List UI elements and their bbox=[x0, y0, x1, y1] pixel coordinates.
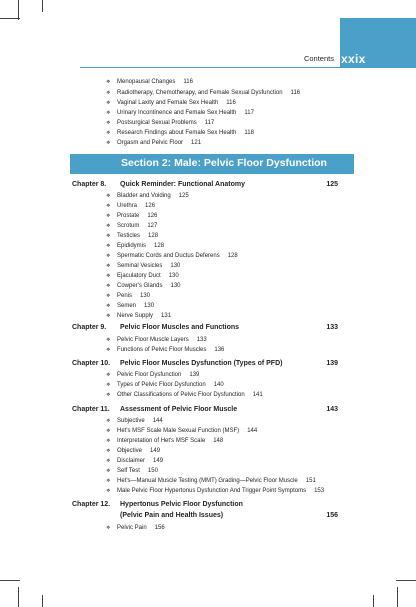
bullet-icon: ❖ bbox=[106, 428, 111, 434]
crop-mark bbox=[0, 18, 20, 19]
bullet-icon: ❖ bbox=[106, 130, 111, 136]
chapter-title: Quick Reminder: Functional Anatomy bbox=[120, 181, 245, 188]
running-header: Contents bbox=[303, 54, 334, 63]
bullet-icon: ❖ bbox=[106, 233, 111, 239]
toc-subentry: ❖ Ejaculatory Duct 130 bbox=[106, 273, 179, 279]
bullet-icon: ❖ bbox=[106, 100, 111, 106]
chapter-page: 133 bbox=[326, 324, 338, 331]
chapter-page: 156 bbox=[326, 512, 338, 519]
toc-subentry: ❖ Urethra 126 bbox=[106, 203, 156, 209]
bullet-icon: ❖ bbox=[106, 203, 111, 209]
bullet-icon: ❖ bbox=[106, 193, 111, 199]
toc-subentry: ❖ Pelvic Pain 156 bbox=[106, 525, 165, 531]
toc-subentry: ❖ Types of Pelvic Floor Dysfunction 140 bbox=[106, 382, 224, 388]
chapter-page: 139 bbox=[326, 360, 338, 367]
toc-subentry: ❖ Het's MSF Scale Male Sexual Function (MSF) 144 bbox=[106, 428, 258, 434]
crop-mark bbox=[397, 587, 398, 607]
bullet-icon: ❖ bbox=[106, 283, 111, 289]
toc-subentry: ❖ Het's—Manual Muscle Testing (MMT) Grading—Pelvic Floor Muscle 151 bbox=[106, 478, 316, 484]
toc-subentry: ❖ Postsurgical Sexual Problems 117 bbox=[106, 120, 215, 126]
chapter-title: Hypertonus Pelvic Floor Dysfunction bbox=[120, 501, 243, 508]
chapter-label: Chapter 11. bbox=[72, 406, 110, 413]
toc-subentry: ❖ Menopausal Changes 116 bbox=[106, 79, 193, 85]
toc-subentry: ❖ Research Findings about Female Sex Health 118 bbox=[106, 130, 254, 136]
toc-subentry: ❖ Epididymis 128 bbox=[106, 243, 165, 249]
toc-subentry: ❖ Subjective 144 bbox=[106, 418, 163, 424]
toc-subentry: ❖ Interpretation of Het's MSF Scale 148 bbox=[106, 438, 224, 444]
crop-mark bbox=[396, 580, 416, 581]
chapter-label: Chapter 9. bbox=[72, 324, 107, 331]
toc-subentry: ❖ Scrotum 127 bbox=[106, 223, 158, 229]
toc-subentry: ❖ Urinary Incontinence and Female Sex Health 117 bbox=[106, 110, 254, 116]
toc-subentry: ❖ Penis 130 bbox=[106, 293, 151, 299]
chapter-label: Chapter 12. bbox=[72, 501, 111, 508]
crop-mark bbox=[0, 580, 20, 581]
chapter-page: 143 bbox=[326, 406, 338, 413]
bullet-icon: ❖ bbox=[106, 347, 111, 353]
bullet-icon: ❖ bbox=[106, 458, 111, 464]
chapter-title-line2: (Pelvic Pain and Health Issues) bbox=[120, 512, 224, 519]
toc-subentry: ❖ Male Pelvic Floor Hypertonus Dysfunction And Trigger Point Symptoms 153 bbox=[106, 488, 325, 494]
toc-subentry: ❖ Vaginal Laxity and Female Sex Health 116 bbox=[106, 100, 236, 106]
bullet-icon: ❖ bbox=[106, 90, 111, 96]
crop-mark bbox=[18, 587, 19, 607]
bullet-icon: ❖ bbox=[106, 223, 111, 229]
toc-subentry: ❖ Cowper's Glands 130 bbox=[106, 283, 181, 289]
toc-subentry: ❖ Bladder and Voiding 125 bbox=[106, 193, 189, 199]
bullet-icon: ❖ bbox=[106, 448, 111, 454]
page-number: xxix bbox=[341, 52, 366, 66]
chapter-label: Chapter 10. bbox=[72, 360, 111, 367]
bullet-icon: ❖ bbox=[106, 488, 111, 494]
toc-subentry: ❖ Orgasm and Pelvic Floor 121 bbox=[106, 140, 202, 146]
bullet-icon: ❖ bbox=[106, 140, 111, 146]
bullet-icon: ❖ bbox=[106, 263, 111, 269]
chapter-label: Chapter 8. bbox=[72, 181, 107, 188]
bullet-icon: ❖ bbox=[106, 293, 111, 299]
bullet-icon: ❖ bbox=[106, 213, 111, 219]
bullet-icon: ❖ bbox=[106, 525, 111, 531]
bullet-icon: ❖ bbox=[106, 372, 111, 378]
chapter-title: Pelvic Floor Muscles Dysfunction (Types of PFD) bbox=[120, 360, 283, 367]
toc-subentry: ❖ Other Classifications of Pelvic Floor Dysfunction 141 bbox=[106, 392, 263, 398]
bullet-icon: ❖ bbox=[106, 337, 111, 343]
toc-subentry: ❖ Pelvic Floor Muscle Layers 133 bbox=[106, 337, 207, 343]
bullet-icon: ❖ bbox=[106, 468, 111, 474]
crop-mark bbox=[18, 0, 19, 20]
toc-subentry: ❖ Objective 149 bbox=[106, 448, 161, 454]
bullet-icon: ❖ bbox=[106, 253, 111, 259]
toc-subentry: ❖ Radiotherapy, Chemotherapy, and Female Sexual Dysfunction 116 bbox=[106, 90, 301, 96]
toc-subentry: ❖ Semen 130 bbox=[106, 303, 155, 309]
bullet-icon: ❖ bbox=[106, 303, 111, 309]
bullet-icon: ❖ bbox=[106, 392, 111, 398]
toc-subentry: ❖ Nerve Supply 131 bbox=[106, 313, 172, 319]
toc-subentry: ❖ Pelvic Floor Dysfunction 139 bbox=[106, 372, 200, 378]
bullet-icon: ❖ bbox=[106, 313, 111, 319]
bullet-icon: ❖ bbox=[106, 120, 111, 126]
toc-subentry: ❖ Testicles 128 bbox=[106, 233, 159, 239]
bullet-icon: ❖ bbox=[106, 79, 111, 85]
toc-subentry: ❖ Spermatic Cords and Ductus Deferens 128 bbox=[106, 253, 238, 259]
toc-subentry: ❖ Disclaimer 149 bbox=[106, 458, 164, 464]
toc-subentry: ❖ Functions of Pelvic Floor Muscles 136 bbox=[106, 347, 225, 353]
chapter-title: Pelvic Floor Muscles and Functions bbox=[120, 324, 240, 331]
bullet-icon: ❖ bbox=[106, 418, 111, 424]
bullet-icon: ❖ bbox=[106, 478, 111, 484]
chapter-page: 125 bbox=[326, 181, 338, 188]
bullet-icon: ❖ bbox=[106, 382, 111, 388]
crop-mark bbox=[42, 0, 43, 12]
toc-subentry: ❖ Prostate 126 bbox=[106, 213, 158, 219]
bullet-icon: ❖ bbox=[106, 110, 111, 116]
crop-mark bbox=[42, 595, 43, 607]
bullet-icon: ❖ bbox=[106, 273, 111, 279]
toc-subentry: ❖ Self Test 150 bbox=[106, 468, 158, 474]
chapter-title: Assessment of Pelvic Floor Muscle bbox=[120, 406, 238, 413]
crop-mark bbox=[373, 595, 374, 607]
header-rule bbox=[80, 67, 340, 68]
toc-subentry: ❖ Seminal Vesicles 130 bbox=[106, 263, 181, 269]
bullet-icon: ❖ bbox=[106, 243, 111, 249]
section-title: Section 2: Male: Pelvic Floor Dysfunction bbox=[121, 157, 327, 169]
bullet-icon: ❖ bbox=[106, 438, 111, 444]
